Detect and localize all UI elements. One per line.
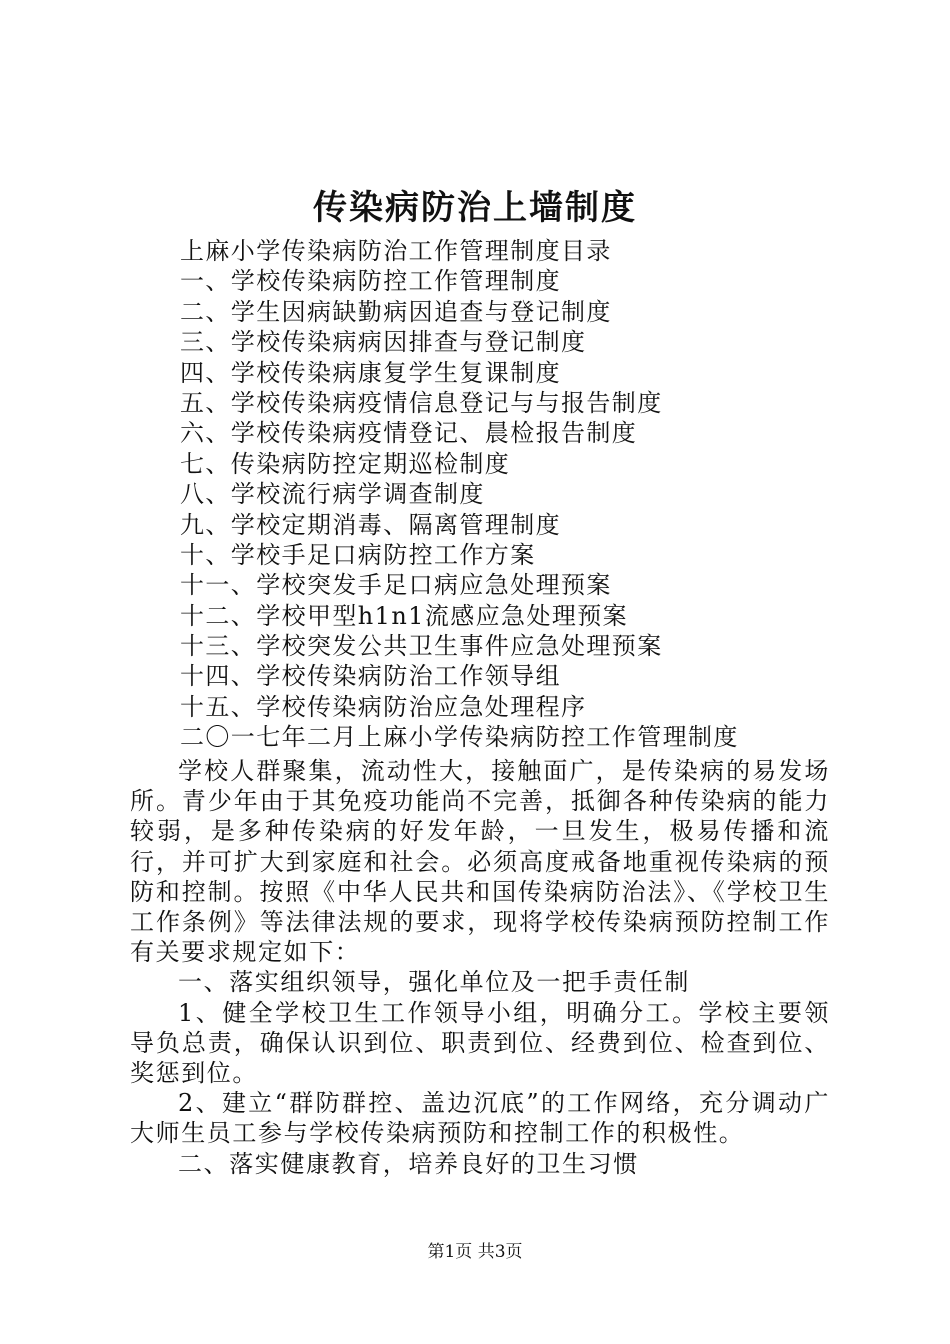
toc-item: 二〇一七年二月上麻小学传染病防控工作管理制度 xyxy=(180,723,739,752)
toc-item: 一、学校传染病防控工作管理制度 xyxy=(180,267,561,296)
toc-item: 三、学校传染病病因排查与登记制度 xyxy=(180,328,587,357)
toc-item: 十三、学校突发公共卫生事件应急处理预案 xyxy=(180,632,663,661)
document-body xyxy=(130,756,830,1179)
toc-item: 十二、学校甲型h1n1流感应急处理预案 xyxy=(180,601,629,630)
table-of-contents xyxy=(180,236,860,753)
section-heading: 二、落实健康教育，培养良好的卫生习惯 xyxy=(178,1149,639,1178)
page-footer: 第1页 共3页 xyxy=(427,1242,523,1262)
body-paragraph: 学校人群聚集，流动性大，接触面广，是传染病的易发场所。青少年由于其免疫功能尚不完善，抵御各种传染病的能力较弱，是多种传染病的好发年龄，一旦发生，极易传播和流行，并可扩大到家庭和社会。必须高度戒备地重视传染病的预防和控制。按照《中华人民共和国传染病防治法》、《学校卫生工作条例》等法律法规的要求，现将学校传染病预防控制工作有关要求规定如下： xyxy=(130,757,830,967)
toc-item: 十、学校手足口病防控工作方案 xyxy=(180,540,536,569)
body-paragraph: 2、建立“群防群控、盖边沉底”的工作网络，充分调动广大师生员工参与学校传染病预防和控制工作的积极性。 xyxy=(130,1089,830,1148)
document-title: 传染病防治上墙制度 xyxy=(313,188,637,228)
toc-item: 二、学生因病缺勤病因追查与登记制度 xyxy=(180,297,612,326)
toc-item: 九、学校定期消毒、隔离管理制度 xyxy=(180,510,561,539)
toc-item: 八、学校流行病学调查制度 xyxy=(180,480,485,509)
toc-item: 上麻小学传染病防治工作管理制度目录 xyxy=(180,237,612,265)
section-heading: 一、落实组织领导，强化单位及一把手责任制 xyxy=(178,968,690,997)
body-paragraph: 1、健全学校卫生工作领导小组，明确分工。学校主要领导负总责，确保认识到位、职责到位、经费到位、检查到位、奖惩到位。 xyxy=(130,998,830,1088)
toc-item: 十五、学校传染病防治应急处理程序 xyxy=(180,692,587,721)
toc-item: 四、学校传染病康复学生复课制度 xyxy=(180,358,561,387)
toc-item: 十一、学校突发手足口病应急处理预案 xyxy=(180,571,612,600)
toc-item: 七、传染病防控定期巡检制度 xyxy=(180,449,511,478)
toc-item: 五、学校传染病疫情信息登记与与报告制度 xyxy=(180,388,663,417)
toc-item: 六、学校传染病疫情登记、晨检报告制度 xyxy=(180,419,638,448)
toc-item: 十四、学校传染病防治工作领导组 xyxy=(180,662,561,691)
